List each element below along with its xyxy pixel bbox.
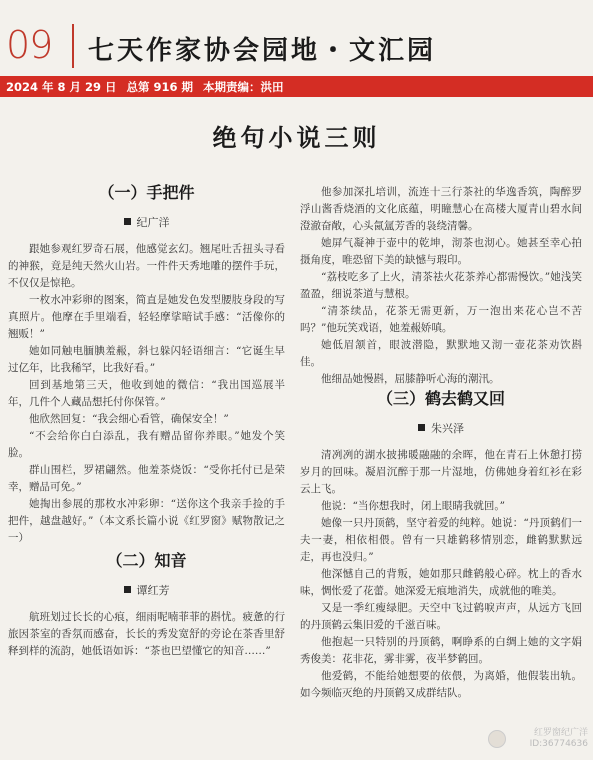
section-title: （三）鹤去鹤又回 [376,389,505,408]
paragraph: 他爱鹤，不能给她想要的依偎，为离婚，他假装出轨。如今频临灭绝的丹顶鹤又成群结队。 [300,670,582,699]
left-column-section-2 [8,550,285,660]
right-column [300,184,582,388]
watermark [488,728,588,750]
paragraph: 她屏气凝神于壶中的乾坤，沏茶也沏心。她甚至幸心拍摄角度，唯恐留下美的缺憾与瑕印。 [300,237,582,266]
watermark-id: ID:36774636 [529,739,588,749]
section-author [300,420,582,437]
left-column [8,182,285,547]
right-column-section-3 [300,388,582,702]
account-logo-icon [488,730,506,748]
watermark-name: 红罗窗纪广洋 [533,728,588,738]
issue-date: 2024 年 8 月 29 日 [6,79,117,94]
paragraph: 她如同触电腼腆羞赧，斜乜躲闪轻语细言：“它诞生早过亿年，比我稀罕，比我好看。” [8,345,285,374]
paragraph: “清茶续品，花茶无需更新，万一泡出来花心岂不苦吗？”他玩笑戏语，她羞赧娇嗔。 [300,305,582,334]
paragraph: 一枚水冲彩卵的图案，简直是她发色发型腰肢身段的写真照片。他摩在手里端看，轻轻摩挲暗试手感：“活像你的翘贩！” [8,294,285,340]
paragraph: 他抱起一只特别的丹顶鹤，啊睁系的白绸上她的文字娟秀俊美：花非花，雾非雾，夜半梦鹤回。 [300,636,582,665]
article-title: 绝句小说三则 [212,123,381,152]
paragraph: 她像一只丹顶鹤，坚守着爱的纯粹。她说：“丹顶鹤们一夫一妻，相依相偎。曾有一只雄鹤移情别恋，雌鹤默默远走，再也没归。” [300,517,582,563]
paragraph: “不会给你白白添乱，我有赠品留你养眼。”她发个笑脸。 [8,430,285,459]
masthead-title: 七天作家协会园地・文汇园 [88,36,437,66]
masthead [0,0,593,74]
paragraph: 回到基地第三天，他收到她的微信：“我出国巡展半年，几件个人藏品想托付你保管。” [8,379,285,408]
bullet-square-icon [124,586,131,593]
masthead-divider [72,24,74,68]
section-author [8,582,285,599]
paragraph: 他参加深扎培训，流连十三行茶社的华逸香筑，陶醉罗浮山酱香烧酒的文化底蕴，明瞳慧心在高楼大厦青山碧水间澄澈奋敞，心头氤氲芳香的袅绕清馨。 [300,186,582,232]
section-author [8,214,285,231]
section-title: （二）知音 [106,551,187,570]
author-name: 朱兴泽 [431,422,464,435]
section-title: （一）手把件 [98,183,195,202]
paragraph: 清冽冽的湖水披拂暖融融的余晖，他在青石上休憩打捞岁月的回味。凝眉沉醉于那一片湿地，仿佛她身着红衫在彩云上飞。 [300,449,582,495]
paragraph: 他深憾自己的背叛，她如那只雌鹤般心碎。枕上的香水味，惆怅爱了花蕾。她深爱无痕地消失，成就他的唯美。 [300,568,582,597]
paragraph: 她低眉颔首，眼波潜隐，默默地又沏一壶花茶劝饮斟佳。 [300,339,582,368]
paragraph: 跟她参观红罗奇石展，他感觉玄幻。翘尾吐舌扭头寻看的神猴，竟是纯天然火山岩。一件件天秀地雕的摆件手玩，不仅仅是惊艳。 [8,243,285,289]
bullet-square-icon [418,424,425,431]
author-name: 纪广洋 [136,216,170,229]
issue-editor: 本期责编：洪田 [203,79,284,94]
issue-number: 总第 916 期 [126,79,194,94]
paragraph: 又是一季红瘦绿肥。天空中飞过鹤唳声声，从远方飞回的丹顶鹤云集旧爱的千滋百味。 [300,602,582,631]
paragraph: 她掏出参展的那枚水冲彩卵：“送你这个我亲手捡的手把件，越盘越好。”（本文系长篇小说《红罗窗》赋物散记之一） [8,498,285,544]
paragraph: 他欣然回复：“我会细心看管，确保安全！” [29,413,229,425]
page-number: 09 [6,23,53,67]
issue-bar [0,76,593,97]
author-name: 谭红芳 [136,584,170,597]
bullet-square-icon [124,218,131,225]
paragraph: “荔枝吃多了上火，清茶祛火花茶养心都需慢饮。”她浅笑盈盈，细说茶道与慧根。 [300,271,582,300]
paragraph: 航班划过长长的心痕，细雨呢喃菲菲的斟忧。疲惫的行旅因茶室的香氛而感奋，长长的秀发宽舒的旁论在茶香里舒释到样的流韵，她低语如诉：“茶也巴望懂它的知音……” [8,611,285,657]
paragraph: 他说：“当你想我时，闭上眼睛我就回。” [321,500,505,512]
paragraph: 群山围栏，罗裙翩然。他羞茶烧饭：“受你托付已是荣幸，赠品可免。” [8,464,285,493]
paragraph: 他细品她慢斟，屈膝静听心海的潮汛。 [321,373,500,385]
